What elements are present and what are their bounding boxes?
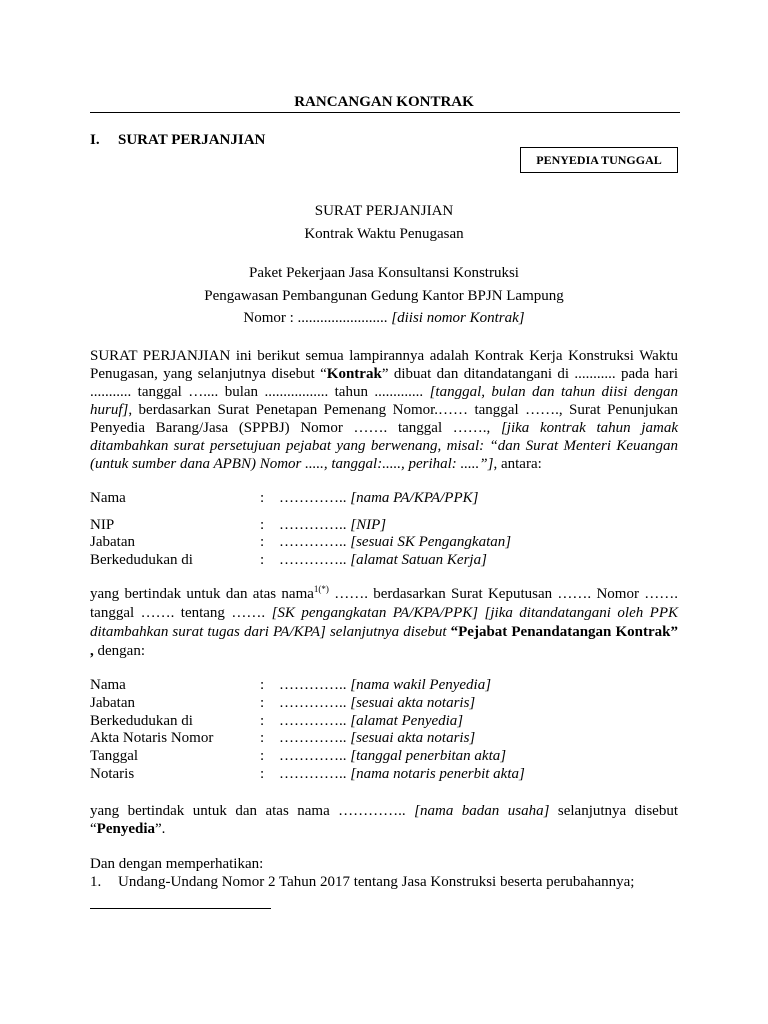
field-colon: : [260,490,265,506]
list-item [90,873,680,891]
contract-type: Kontrak Waktu Penugasan [304,226,464,242]
party1-field-berkedudukan [90,551,680,569]
field-value: ………….. [279,748,351,764]
list-item-number: 1. [90,874,102,890]
contract-number-label: Nomor : ........................ [243,310,388,326]
field-note: [tanggal penerbitan akta] [350,748,507,764]
field-value: ………….. [279,552,351,568]
intro-note-1: [tanggal, bulan dan tahun diisi dengan huruf] [90,384,678,418]
intro-kontrak-bold: Kontrak [326,366,382,382]
field-label: Nama [90,490,126,506]
field-note: [nama wakil Penyedia] [350,677,492,693]
title-rule [90,112,680,113]
field-colon: : [260,552,265,568]
agreement-heading: SURAT PERJANJIAN [314,203,454,219]
clause1-bold: “Pejabat Penandatangan Kontrak” , [90,624,678,659]
contract-number-note: [diisi nomor Kontrak] [391,310,525,326]
field-value: ………….. [279,766,351,782]
field-colon: : [260,517,265,533]
package-type: Paket Pekerjaan Jasa Konsultansi Konstruksi [249,265,519,281]
field-colon: : [260,534,265,550]
section-heading [90,131,265,149]
party2-field-tanggal [90,747,680,765]
field-colon: : [260,766,265,782]
field-note: [NIP] [350,517,387,533]
footnote-ref: 1(*) [313,584,329,594]
intro-paragraph [90,347,678,473]
intro-text-1: SURAT PERJANJIAN ini berikut semua lampirannya adalah Kontrak Kerja Konstruksi Waktu Penugasan, yang selanjutnya disebut “ [90,348,678,382]
field-note: [sesuai SK Pengangkatan] [350,534,512,550]
field-label: NIP [90,517,115,533]
field-note: [sesuai akta notaris] [350,730,476,746]
party2-field-berkedudukan [90,712,680,730]
clause2-text-2: selanjutnya disebut “ [90,803,678,837]
field-note: [alamat Satuan Kerja] [350,552,487,568]
provider-type-badge: PENYEDIA TUNGGAL [520,147,678,173]
party2-field-notaris [90,765,680,783]
field-colon: : [260,677,265,693]
contract-number [0,309,768,327]
footnote-separator [90,908,271,909]
party2-field-akta [90,729,680,747]
clause1-note: [SK pengangkatan PA/KPA/PPK] [jika ditandatangani oleh PPK ditambahkan surat tugas dari PA/KPA] selanjutnya disebut [90,605,678,640]
section-title: SURAT PERJANJIAN [118,132,266,148]
field-value: ………….. [279,713,351,729]
field-value: ………….. [279,534,351,550]
field-value: ………….. [279,517,351,533]
party1-field-jabatan [90,533,680,551]
field-label: Jabatan [90,695,135,711]
field-note: [nama notaris penerbit akta] [350,766,525,782]
field-value: ………….. [279,730,351,746]
party2-field-jabatan [90,694,680,712]
list-item-text: Undang-Undang Nomor 2 Tahun 2017 tentang Jasa Konstruksi beserta perubahannya; [118,874,635,890]
party2-field-nama [90,676,680,694]
field-colon: : [260,713,265,729]
field-colon: : [260,695,265,711]
party1-field-nip [90,516,680,534]
field-colon: : [260,748,265,764]
clause-1 [90,585,678,661]
document-title: RANCANGAN KONTRAK [294,94,474,110]
intro-text-3: , berdasarkan Surat Penetapan Pemenang Nomor.…… tanggal ……., Surat Penunjukan Penyedia Barang/Jasa (SPPBJ) Nomor ……. tanggal ……., [90,402,678,436]
field-note: [sesuai akta notaris] [350,695,476,711]
field-note: [nama PA/KPA/PPK] [350,490,479,506]
field-label: Berkedudukan di [90,713,193,729]
clause-2 [90,802,678,838]
field-label: Jabatan [90,534,135,550]
clause2-note: [nama badan usaha] [414,803,550,819]
field-value: ………….. [279,677,351,693]
clause2-text-1: yang bertindak untuk dan atas nama ………….. [90,803,415,819]
section-number: I. [90,132,100,148]
field-colon: : [260,730,265,746]
party1-field-nama [90,489,680,507]
considering-intro: Dan dengan memperhatikan: [90,856,264,872]
intro-note-2: [jika kontrak tahun jamak ditambahkan surat persetujuan pejabat yang berwenang, misal: “dan Surat Menteri Keuangan (untuk sumber dana APBN) Nomor ....., tanggal:....., perihal: .....”] [90,420,678,472]
intro-text-4: , antara: [493,456,542,472]
clause2-text-3: ”. [155,821,166,837]
field-label: Akta Notaris Nomor [90,730,214,746]
intro-text-2: ” dibuat dan ditandatangani di ........... pada hari ........... tanggal ….... bulan ................. tahun ............. [90,366,678,400]
field-label: Notaris [90,766,135,782]
field-value: ………….. [279,695,351,711]
field-label: Tanggal [90,748,139,764]
clause1-text-3: dengan: [93,643,145,659]
package-name: Pengawasan Pembangunan Gedung Kantor BPJN Lampung [204,288,564,304]
field-label: Nama [90,677,126,693]
field-note: [alamat Penyedia] [350,713,464,729]
clause2-bold: Penyedia [96,821,156,837]
field-value: ………….. [279,490,351,506]
field-label: Berkedudukan di [90,552,193,568]
clause1-text-2: ……. berdasarkan Surat Keputusan ……. Nomor ……. tanggal ……. tentang ……. [90,586,678,621]
clause1-text-1: yang bertindak untuk dan atas nama [90,586,314,602]
